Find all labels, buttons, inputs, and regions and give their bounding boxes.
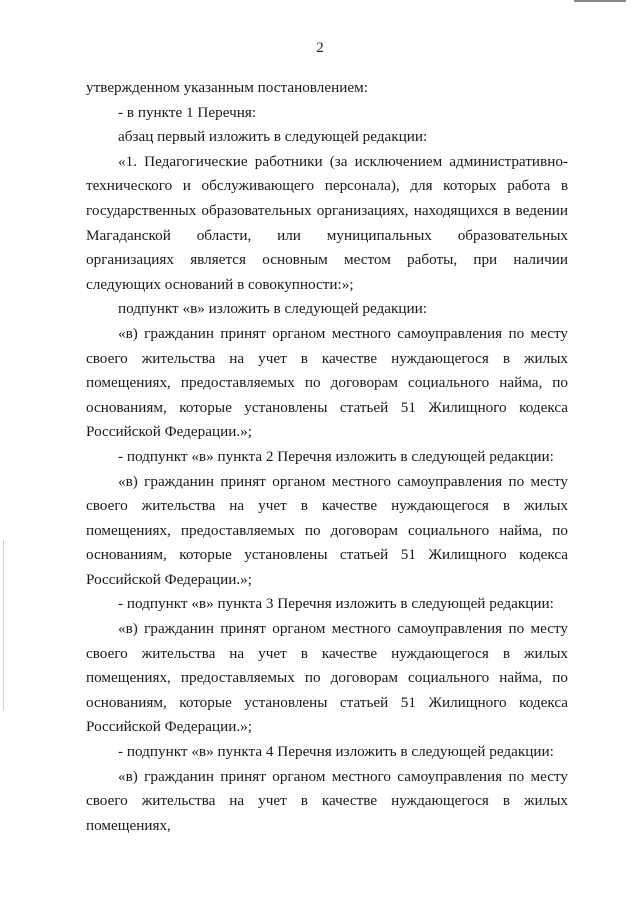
- document-body: [86, 76, 568, 838]
- paragraph-item-2: - подпункт «в» пункта 2 Перечня изложить в следующей редакции:: [118, 447, 554, 465]
- paragraph-abzac-instruction: абзац первый изложить в следующей редакции:: [118, 128, 428, 146]
- scan-artifact-line: [574, 0, 626, 2]
- page-number: 2: [316, 40, 324, 56]
- paragraph-quote-v-1: «в) гражданин принят органом местного самоуправления по месту своего жительства на учет в качестве нуждающегося в жилых помещениях, предоставляемых по договорам социального найма, по основаниям, которые установлены статьей 51 Жилищного кодекса Российской Федерации.»;: [86, 324, 568, 441]
- paragraph-quote-v-4: «в) гражданин принят органом местного самоуправления по месту своего жительства на учет в качестве нуждающегося в жилых помещениях,: [86, 767, 568, 834]
- scan-edge-shadow: [3, 540, 4, 710]
- paragraph-quote-1: «1. Педагогические работники (за исключением административно-технического и обслуживающего персонала), для которых работа в государственных образовательных организациях, находящихся в ведении Магаданской области, или муниципальных образовательных организациях является основным местом работы, при наличии следующих оснований в совокупности:»;: [86, 152, 568, 293]
- paragraph-quote-v-2: «в) гражданин принят органом местного самоуправления по месту своего жительства на учет в качестве нуждающегося в жилых помещениях, предоставляемых по договорам социального найма, по основаниям, которые установлены статьей 51 Жилищного кодекса Российской Федерации.»;: [86, 472, 568, 588]
- paragraph-item-1: - в пункте 1 Перечня:: [118, 103, 257, 121]
- paragraph-intro: утвержденном указанным постановлением:: [86, 79, 368, 96]
- paragraph-item-4: - подпункт «в» пункта 4 Перечня изложить в следующей редакции:: [118, 743, 554, 761]
- paragraph-quote-v-3: «в) гражданин принят органом местного самоуправления по месту своего жительства на учет в качестве нуждающегося в жилых помещениях, предоставляемых по договорам социального найма, по основаниям, которые установлены статьей 51 Жилищного кодекса Российской Федерации.»;: [86, 620, 568, 736]
- paragraph-item-3: - подпункт «в» пункта 3 Перечня изложить в следующей редакции:: [118, 595, 554, 613]
- paragraph-subitem-instruction: подпункт «в» изложить в следующей редакции:: [118, 300, 427, 318]
